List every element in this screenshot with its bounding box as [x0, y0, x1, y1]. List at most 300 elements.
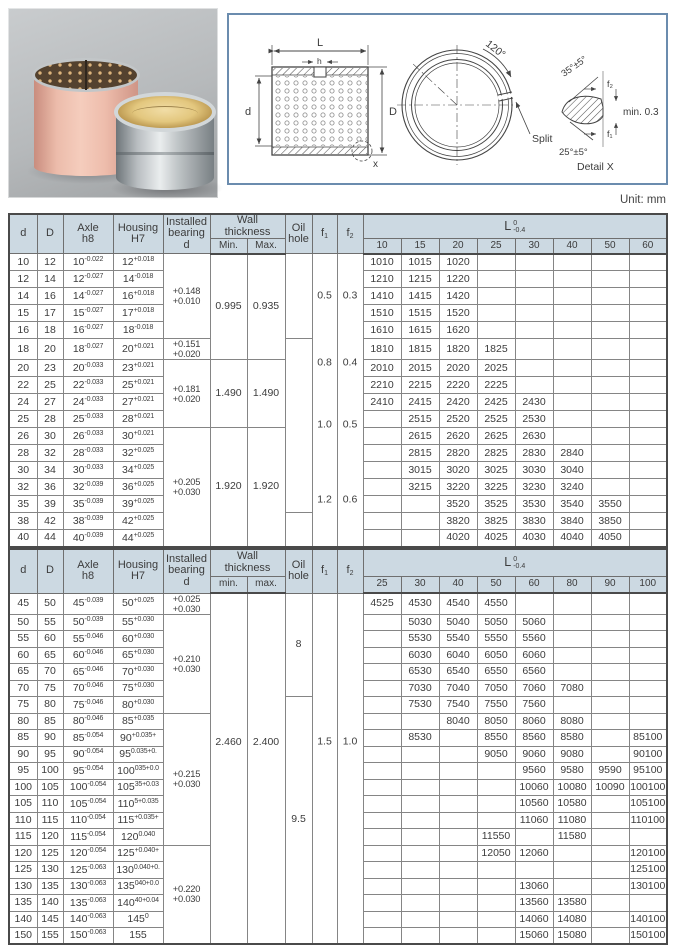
cell-housing-tolerance: +0.030: [133, 616, 155, 624]
cell-L-length: [401, 878, 439, 895]
column-f2: [337, 593, 363, 944]
cell-L-length: 3030: [515, 462, 553, 479]
cell-axle-value: 125: [69, 863, 88, 876]
cell-housing: [113, 763, 163, 780]
cell-L-length: [363, 530, 401, 547]
cell-axle: [63, 339, 113, 360]
cell-L-length: [591, 829, 629, 846]
cell-axle-tolerance: -0.063: [87, 913, 107, 921]
cell-housing-tolerance: 5+0.035: [134, 797, 159, 805]
cell-axle-value: 55: [72, 632, 85, 645]
cell-L-length: [591, 862, 629, 879]
cell-L-length: 2820: [439, 445, 477, 462]
cell-axle-tolerance: -0.054: [84, 764, 104, 772]
installed-tolerance-line: +0.020: [172, 349, 201, 360]
cell-L-length: [553, 862, 591, 879]
cell-L-length: [401, 812, 439, 829]
cell-axle-value: 26: [72, 430, 85, 443]
cell-L-length: 2630: [515, 428, 553, 445]
cell-d: 24: [9, 394, 37, 411]
cell-L-length: [515, 288, 553, 305]
cell-housing-tolerance: -0.018: [134, 273, 154, 281]
cell-housing-tolerance: 0.040: [138, 830, 156, 838]
cell-L-length: 5530: [401, 631, 439, 648]
cell-L-length: 12050: [477, 845, 515, 862]
cell-L-length: [515, 271, 553, 288]
f1-value: 1.2: [317, 493, 332, 506]
cell-axle-tolerance: -0.054: [84, 731, 104, 739]
cell-axle: [63, 360, 113, 377]
cell-L-length: 3840: [553, 513, 591, 530]
col-header-d: d: [9, 214, 37, 254]
installed-tolerance-line: +0.215: [172, 769, 201, 779]
cell-housing-value: 135: [117, 880, 135, 893]
cell-D: 130: [37, 862, 63, 879]
cell-installed-bearing: [163, 614, 210, 713]
cell-L-length: 2420: [439, 394, 477, 411]
cell-d: 80: [9, 713, 37, 730]
installed-tolerance-line: +0.205: [172, 476, 201, 487]
cell-D: 155: [37, 928, 63, 945]
cell-L-length: [439, 829, 477, 846]
cell-housing-tolerance: +0.035+: [134, 814, 159, 822]
cell-L-length: 2215: [401, 377, 439, 394]
cell-L-length: [477, 763, 515, 780]
cell-L-length: 8050: [477, 713, 515, 730]
cell-L-length: 6560: [515, 664, 553, 681]
cell-axle: [63, 462, 113, 479]
cell-d: 22: [9, 377, 37, 394]
cell-axle-value: 22: [72, 379, 85, 392]
cell-d: 16: [9, 322, 37, 339]
col-header-wall: Wall thickness: [210, 214, 285, 239]
cell-L-length: [363, 911, 401, 928]
cell-L-length: 7050: [477, 680, 515, 697]
cell-L-length: 7030: [401, 680, 439, 697]
cell-axle: [63, 812, 113, 829]
cell-L-length: [591, 614, 629, 631]
cell-axle-value: 50: [72, 616, 85, 629]
f1-value: 0.5: [317, 289, 332, 302]
cell-axle-tolerance: -0.027: [84, 343, 104, 351]
cell-housing-value: 44: [121, 531, 134, 544]
cell-L-length: [553, 593, 591, 614]
cell-housing-tolerance: 040+0.0: [134, 880, 159, 888]
cell-housing-value: 140: [117, 896, 135, 909]
cell-L-length: [629, 479, 667, 496]
cell-axle: [63, 593, 113, 614]
cell-housing-tolerance: +0.018: [133, 256, 155, 264]
cell-housing: [113, 377, 163, 394]
cell-housing-tolerance: +0.030: [133, 698, 155, 706]
cell-D: 115: [37, 812, 63, 829]
cell-L-length: 4550: [477, 593, 515, 614]
cell-housing-tolerance: +0.030: [133, 682, 155, 690]
cell-D: 23: [37, 360, 63, 377]
cell-housing-tolerance: +0.030: [133, 632, 155, 640]
cell-axle: [63, 288, 113, 305]
cell-housing-value: 18: [122, 324, 135, 337]
cell-L-length: 110100: [629, 812, 667, 829]
cell-housing-tolerance: 0.035+0.: [130, 748, 157, 756]
cell-D: 105: [37, 779, 63, 796]
cell-L-length: 90100: [629, 746, 667, 763]
cell-housing-tolerance: 0: [144, 913, 149, 921]
cell-d: 50: [9, 614, 37, 631]
cell-L-length: [629, 496, 667, 513]
cell-L-length: 3015: [401, 462, 439, 479]
cell-d: 18: [9, 339, 37, 360]
cell-axle-value: 100: [69, 781, 88, 794]
cell-installed-bearing: [163, 360, 210, 428]
cell-axle-tolerance: -0.054: [87, 814, 106, 822]
cell-L-length: 10580: [553, 796, 591, 813]
f1-label: f₁: [607, 129, 613, 139]
cell-D: 125: [37, 845, 63, 862]
cell-axle-value: 12: [72, 273, 85, 286]
angle-25-label: 25°±5°: [559, 147, 588, 158]
column-f1: [312, 254, 337, 547]
cell-L-length: [591, 878, 629, 895]
cell-D: 60: [37, 631, 63, 648]
header-row-1: [9, 214, 667, 239]
col-header-f1: f1: [312, 549, 337, 593]
cell-L-length: [591, 288, 629, 305]
cell-L-length: [591, 360, 629, 377]
l-size-header: 20: [439, 239, 477, 254]
cell-axle-tolerance: -0.033: [84, 464, 104, 472]
cell-L-length: 105100: [629, 796, 667, 813]
cell-d: 90: [9, 746, 37, 763]
cell-L-length: 6040: [439, 647, 477, 664]
cell-L-length: [629, 647, 667, 664]
col-header-housing: Housing H7: [113, 214, 163, 254]
cell-L-length: [629, 271, 667, 288]
cell-d: 32: [9, 479, 37, 496]
cell-L-length: 14060: [515, 911, 553, 928]
col-header-f1: f1: [312, 214, 337, 254]
cell-housing-value: 23: [121, 362, 134, 375]
detail-x-caption: Detail X: [577, 161, 614, 173]
cell-L-length: [401, 928, 439, 945]
cell-housing-value: 125: [117, 847, 135, 860]
cell-L-length: 3520: [439, 496, 477, 513]
cell-housing-tolerance: +0.025: [133, 531, 155, 539]
cell-axle: [63, 713, 113, 730]
cell-d: 40: [9, 530, 37, 547]
dim-d-label: d: [245, 106, 252, 118]
cell-L-length: 100100: [629, 779, 667, 796]
cell-L-length: [629, 322, 667, 339]
cell-L-length: 9580: [553, 763, 591, 780]
ring-view: [397, 45, 530, 165]
cell-d: 25: [9, 411, 37, 428]
cell-L-length: [591, 462, 629, 479]
cell-axle-value: 18: [72, 343, 85, 356]
cell-L-length: [439, 779, 477, 796]
cell-L-length: 11580: [553, 829, 591, 846]
cell-axle-tolerance: -0.027: [84, 307, 104, 315]
cell-axle-tolerance: -0.054: [87, 781, 107, 789]
cell-axle-value: 150: [69, 929, 88, 942]
cell-L-length: [629, 829, 667, 846]
cell-d: 35: [9, 496, 37, 513]
cell-axle-tolerance: -0.033: [84, 413, 104, 421]
installed-tolerance-line: +0.010: [172, 296, 201, 307]
cell-axle-value: 15: [72, 307, 85, 320]
cell-L-length: 2020: [439, 360, 477, 377]
installed-tolerance-line: +0.030: [172, 779, 201, 789]
cell-L-length: [477, 305, 515, 322]
cell-L-length: 7540: [439, 697, 477, 714]
cell-L-length: [629, 697, 667, 714]
cell-d: 12: [9, 271, 37, 288]
cell-axle-value: 80: [72, 715, 85, 728]
cell-L-length: 8060: [515, 713, 553, 730]
col-header-axle: Axle h8: [63, 214, 113, 254]
cell-axle-value: 85: [72, 731, 85, 744]
cell-axle: [63, 377, 113, 394]
cell-housing-tolerance: +0.025: [133, 447, 155, 455]
cell-axle-tolerance: -0.054: [87, 830, 106, 838]
cell-L-length: [553, 664, 591, 681]
cell-L-length: [629, 394, 667, 411]
col-header-max: Max.: [247, 239, 285, 254]
cell-L-length: 2520: [439, 411, 477, 428]
installed-tolerance-line: +0.030: [172, 603, 201, 614]
cell-d: 10: [9, 254, 37, 271]
cell-L-length: [553, 254, 591, 271]
cell-housing-value: 120: [120, 830, 139, 843]
cell-L-length: [591, 254, 629, 271]
cell-L-length: 95100: [629, 763, 667, 780]
cell-L-length: [363, 763, 401, 780]
cell-L-length: 3230: [515, 479, 553, 496]
cell-L-length: [553, 697, 591, 714]
cell-d: 105: [9, 796, 37, 813]
cell-axle: [63, 305, 113, 322]
col-header-D: D: [37, 549, 63, 593]
cell-housing: [113, 271, 163, 288]
cell-housing-tolerance: +0.021: [133, 379, 155, 387]
cell-L-length: [515, 593, 553, 614]
cell-L-length: 1020: [439, 254, 477, 271]
cell-L-length: [477, 911, 515, 928]
cell-axle-tolerance: -0.054: [87, 797, 107, 805]
cell-housing: [113, 845, 163, 862]
cell-L-length: 6530: [401, 664, 439, 681]
cell-L-length: [591, 680, 629, 697]
cell-L-length: 1010: [363, 254, 401, 271]
cell-L-length: 5040: [439, 614, 477, 631]
cell-L-length: 125100: [629, 862, 667, 879]
cell-L-length: 5050: [477, 614, 515, 631]
cell-housing-value: 17: [121, 307, 134, 320]
cell-L-length: [553, 428, 591, 445]
cell-d: 110: [9, 812, 37, 829]
cell-L-length: 1815: [401, 339, 439, 360]
l-size-header: 15: [401, 239, 439, 254]
cell-L-length: [401, 746, 439, 763]
cell-L-length: 2530: [515, 411, 553, 428]
cell-housing: [113, 862, 163, 879]
cell-L-length: [401, 513, 439, 530]
cell-L-length: [363, 895, 401, 912]
cell-L-length: 12060: [515, 845, 553, 862]
dim-L-label: L: [317, 37, 324, 49]
cell-L-length: 2410: [363, 394, 401, 411]
cell-axle: [63, 479, 113, 496]
cell-L-length: [629, 593, 667, 614]
cell-D: 44: [37, 530, 63, 547]
cell-axle-tolerance: -0.027: [84, 273, 104, 281]
cell-housing-value: 155: [129, 929, 147, 942]
cell-L-length: [439, 878, 477, 895]
cell-axle-tolerance: -0.046: [84, 665, 104, 673]
cell-axle: [63, 530, 113, 547]
installed-tolerance-line: +0.210: [172, 653, 201, 664]
cell-L-length: 8080: [553, 713, 591, 730]
cell-L-length: [515, 339, 553, 360]
cell-L-length: [401, 895, 439, 912]
cell-L-length: 7550: [477, 697, 515, 714]
cell-housing-tolerance: +0.018: [133, 290, 155, 298]
cell-D: 75: [37, 680, 63, 697]
col-header-min: Min.: [210, 239, 247, 254]
cell-L-length: 2025: [477, 360, 515, 377]
cell-L-length: 3240: [553, 479, 591, 496]
l-size-header: 10: [363, 239, 401, 254]
cell-housing-value: 50: [121, 597, 134, 610]
cell-L-length: 10060: [515, 779, 553, 796]
cell-axle: [63, 779, 113, 796]
col-header-d: d: [9, 549, 37, 593]
cell-L-length: 5060: [515, 614, 553, 631]
cell-housing-value: 28: [121, 413, 134, 426]
cell-L-length: [591, 428, 629, 445]
l-size-header: 30: [515, 239, 553, 254]
cell-L-length: 2625: [477, 428, 515, 445]
cell-housing-tolerance: +0.030: [133, 649, 155, 657]
cell-L-length: [629, 339, 667, 360]
col-header-f2: f2: [337, 549, 363, 593]
col-header-f2: f2: [337, 214, 363, 254]
cell-L-length: [591, 796, 629, 813]
cell-L-length: [477, 796, 515, 813]
cell-L-length: [591, 445, 629, 462]
bushing-split-line: [85, 60, 87, 90]
cell-L-length: 2015: [401, 360, 439, 377]
cell-L-length: [515, 254, 553, 271]
cell-housing-value: 14: [122, 273, 135, 286]
cell-d: 28: [9, 445, 37, 462]
cell-L-length: [401, 530, 439, 547]
cell-housing-value: 12: [121, 256, 134, 269]
installed-tolerance-line: +0.151: [172, 339, 201, 350]
cell-L-length: 3220: [439, 479, 477, 496]
cell-housing: [113, 730, 163, 747]
cell-housing: [113, 428, 163, 445]
cell-L-length: [591, 271, 629, 288]
cell-installed-bearing: [163, 254, 210, 339]
cell-D: 100: [37, 763, 63, 780]
cell-axle: [63, 862, 113, 879]
cell-L-length: [401, 911, 439, 928]
cell-L-length: [591, 895, 629, 912]
cell-L-length: [477, 878, 515, 895]
cell-axle: [63, 680, 113, 697]
column-f1: [312, 593, 337, 944]
cell-housing-value: 42: [121, 515, 134, 528]
l-size-header: 50: [477, 576, 515, 593]
cell-L-length: [629, 445, 667, 462]
cell-axle-value: 35: [72, 498, 85, 511]
cell-L-length: 3525: [477, 496, 515, 513]
cell-housing-value: 34: [121, 464, 134, 477]
cell-oil-hole: [285, 339, 312, 513]
cell-axle: [63, 895, 113, 912]
cell-wall-min: 0.995: [210, 254, 247, 360]
cell-L-length: [629, 428, 667, 445]
cell-d: 125: [9, 862, 37, 879]
cell-L-length: [629, 680, 667, 697]
cell-L-length: [363, 631, 401, 648]
cell-axle-value: 16: [72, 324, 85, 337]
cell-L-length: [553, 322, 591, 339]
cell-L-length: [553, 360, 591, 377]
cell-L-length: 13580: [553, 895, 591, 912]
col-header-wall: Wall thickness: [210, 549, 285, 576]
l-size-header: 90: [591, 576, 629, 593]
spec-table-small-sizes: [8, 213, 668, 548]
cell-L-length: 1015: [401, 254, 439, 271]
cell-L-length: 3830: [515, 513, 553, 530]
cell-D: 110: [37, 796, 63, 813]
cell-L-length: [629, 614, 667, 631]
col-header-axle: Axle h8: [63, 549, 113, 593]
cell-axle-value: 20: [72, 362, 85, 375]
cell-L-length: 1220: [439, 271, 477, 288]
cell-axle-value: 120: [69, 847, 88, 860]
cell-L-length: 1810: [363, 339, 401, 360]
cell-L-length: [401, 713, 439, 730]
cell-axle-tolerance: -0.027: [84, 324, 104, 332]
cell-axle-tolerance: -0.063: [87, 929, 107, 937]
cell-d: 60: [9, 647, 37, 664]
cell-D: 12: [37, 254, 63, 271]
cell-axle: [63, 796, 113, 813]
cell-L-length: 4040: [553, 530, 591, 547]
cell-installed-bearing: [163, 593, 210, 614]
cell-L-length: [477, 254, 515, 271]
cell-housing-tolerance: +0.021: [133, 396, 155, 404]
cell-L-length: 2425: [477, 394, 515, 411]
cell-housing: [113, 895, 163, 912]
f1-value: 1.0: [317, 418, 332, 431]
cell-L-length: [363, 779, 401, 796]
cell-axle-value: 70: [72, 682, 85, 695]
cell-axle-tolerance: -0.063: [87, 880, 107, 888]
cell-L-length: 9560: [515, 763, 553, 780]
steel-bushing-image: [114, 92, 216, 196]
cell-L-length: 3020: [439, 462, 477, 479]
cell-axle-value: 24: [72, 396, 85, 409]
cell-L-length: [591, 479, 629, 496]
cell-housing: [113, 360, 163, 377]
l-size-header: 60: [515, 576, 553, 593]
cell-axle: [63, 911, 113, 928]
cell-d: 30: [9, 462, 37, 479]
